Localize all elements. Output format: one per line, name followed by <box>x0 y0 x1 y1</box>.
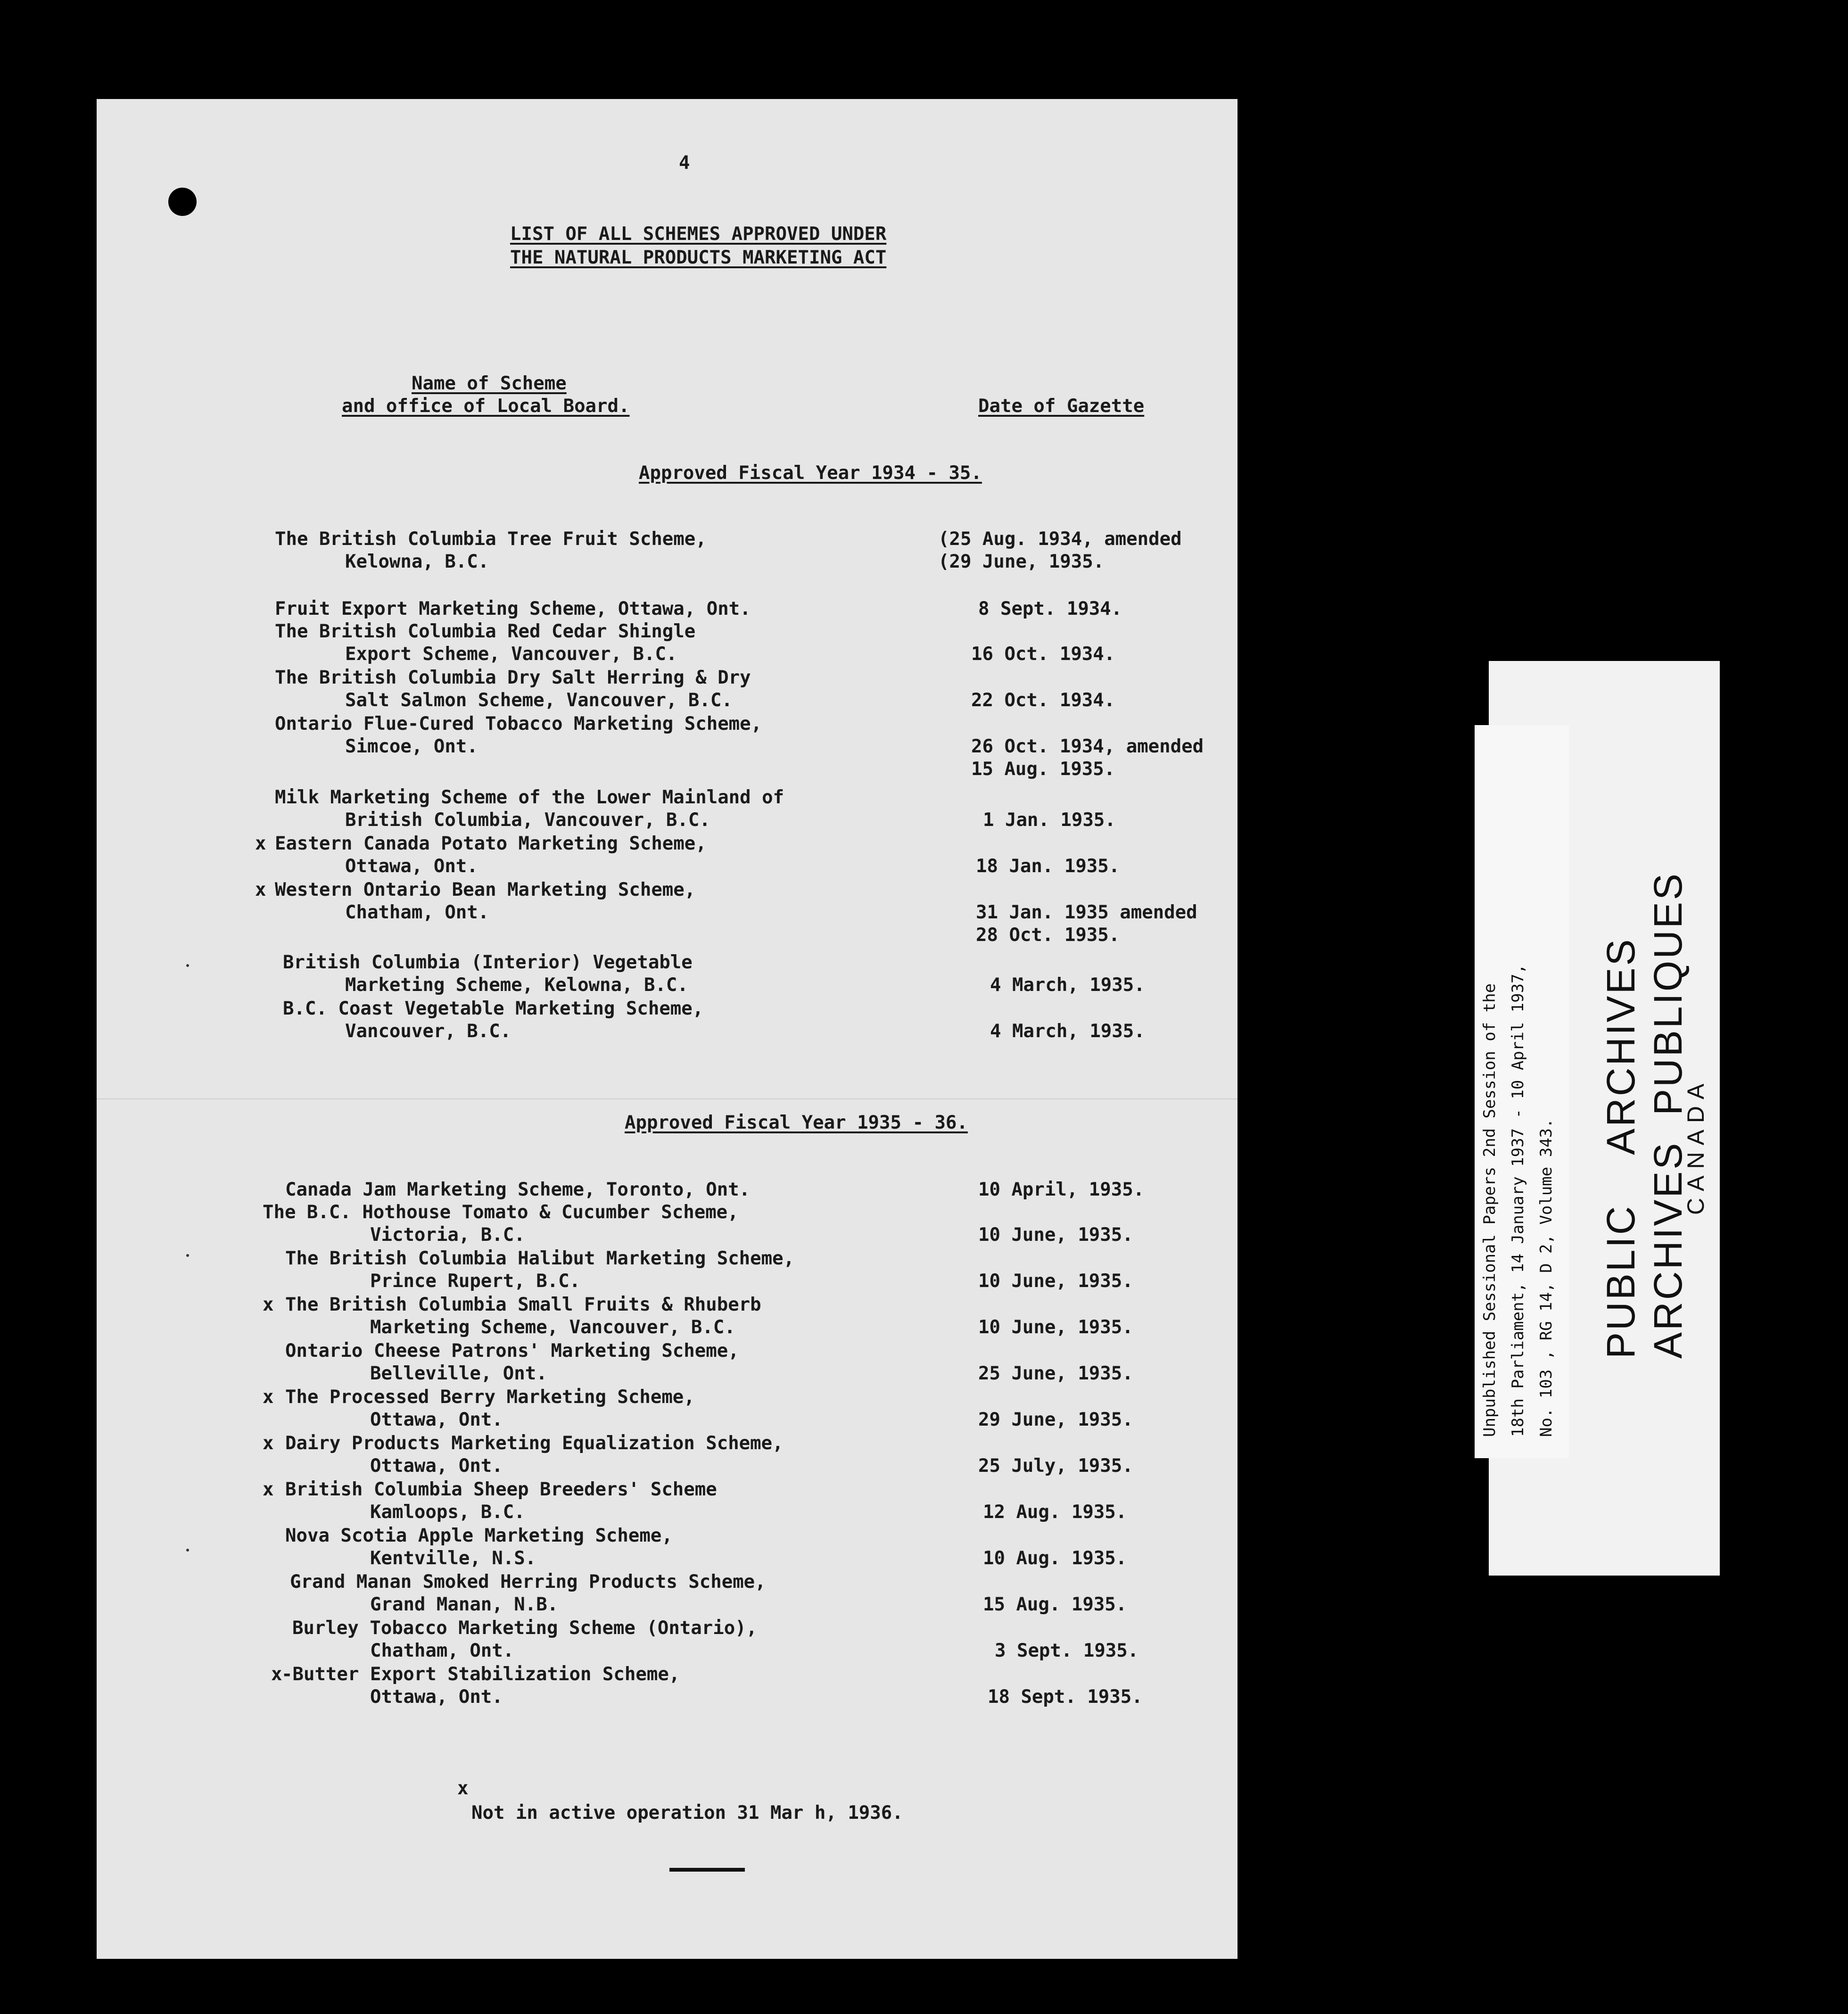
gazette-date: 10 April, 1935. <box>978 1179 1145 1200</box>
scheme-name: Ontario Flue-Cured Tobacco Marketing Scheme, <box>275 713 762 735</box>
fold-line <box>97 1098 1238 1099</box>
gazette-date: 4 March, 1935. <box>990 1021 1145 1042</box>
header-left-line-2: and office of Local Board. <box>342 396 630 417</box>
scheme-name: The British Columbia Red Cedar Shingle <box>275 621 696 642</box>
inactive-mark: x <box>271 1664 282 1685</box>
gazette-date: 22 Oct. 1934. <box>971 690 1115 711</box>
gazette-date: 18 Jan. 1935. <box>976 856 1120 877</box>
paper-speck <box>186 1254 189 1257</box>
header-right: Date of Gazette <box>978 396 1145 417</box>
inactive-mark: x <box>263 1387 274 1408</box>
gazette-date: 4 March, 1935. <box>990 974 1145 996</box>
gazette-date-amended: (29 June, 1935. <box>938 551 1105 572</box>
gazette-date: 10 June, 1935. <box>978 1271 1133 1292</box>
section-heading-1934-35: Approved Fiscal Year 1934 - 35. <box>639 462 982 484</box>
footnote-text: Not in active operation 31 Mar h, 1936. <box>471 1802 903 1824</box>
end-rule <box>669 1868 745 1872</box>
archive-note-line-1: Unpublished Sessional Papers 2nd Session of the <box>1480 983 1499 1437</box>
gazette-date: 16 Oct. 1934. <box>971 644 1115 665</box>
scheme-office: Chatham, Ont. <box>370 1640 514 1661</box>
scheme-name: British Columbia (Interior) Vegetable <box>283 952 693 973</box>
title-line-1: LIST OF ALL SCHEMES APPROVED UNDER <box>510 223 887 245</box>
scheme-office: Ottawa, Ont. <box>370 1409 503 1430</box>
gazette-date: 10 June, 1935. <box>978 1317 1133 1338</box>
gazette-date-amended: 28 Oct. 1935. <box>976 924 1120 946</box>
inactive-mark: x <box>263 1294 274 1315</box>
punch-hole <box>168 188 197 216</box>
scheme-office: Export Scheme, Vancouver, B.C. <box>345 644 677 665</box>
scheme-name: British Columbia Sheep Breeders' Scheme <box>285 1479 717 1500</box>
scheme-name: B.C. Coast Vegetable Marketing Scheme, <box>283 998 704 1019</box>
paper-speck <box>186 1549 189 1552</box>
inactive-mark: x <box>263 1433 274 1454</box>
scheme-name: Eastern Canada Potato Marketing Scheme, <box>275 833 707 854</box>
scheme-office: Kelowna, B.C. <box>345 551 489 572</box>
scheme-office: Ottawa, Ont. <box>370 1686 503 1708</box>
scheme-office: Vancouver, B.C. <box>345 1021 512 1042</box>
scheme-office: Prince Rupert, B.C. <box>370 1271 581 1292</box>
page-number: 4 <box>679 152 690 173</box>
inactive-mark: x <box>255 833 266 854</box>
gazette-date: (25 Aug. 1934, amended <box>938 528 1182 550</box>
archive-label-line-2: ARCHIVES PUBLIQUES <box>1646 872 1690 1359</box>
scheme-name: The British Columbia Tree Fruit Scheme, <box>275 528 707 550</box>
scheme-office: Marketing Scheme, Kelowna, B.C. <box>345 974 688 996</box>
scheme-office: Simcoe, Ont. <box>345 736 478 757</box>
inactive-mark: x <box>263 1479 274 1500</box>
inactive-mark: x <box>255 879 266 900</box>
archive-note-slip <box>1475 725 1569 1458</box>
document-page <box>97 99 1238 1959</box>
title-line-2: THE NATURAL PRODUCTS MARKETING ACT <box>510 247 887 268</box>
archive-note-line-3: No. 103 , RG 14, D 2, Volume 343. <box>1537 1118 1556 1437</box>
gazette-date: 12 Aug. 1935. <box>983 1502 1127 1523</box>
gazette-date: 18 Sept. 1935. <box>988 1686 1143 1708</box>
gazette-date: 29 June, 1935. <box>978 1409 1133 1430</box>
archive-label-line-3: CANADA <box>1683 1077 1709 1215</box>
scheme-office: Kentville, N.S. <box>370 1548 536 1569</box>
scheme-name: Dairy Products Marketing Equalization Scheme, <box>285 1433 784 1454</box>
scheme-name: The British Columbia Small Fruits & Rhuberb <box>285 1294 761 1315</box>
archive-label-line-1: PUBLIC ARCHIVES <box>1599 937 1643 1359</box>
gazette-date: 31 Jan. 1935 amended <box>976 902 1197 923</box>
header-left-line-1: Name of Scheme <box>412 373 567 394</box>
scheme-name: The B.C. Hothouse Tomato & Cucumber Scheme, <box>263 1202 739 1223</box>
gazette-date: 10 Aug. 1935. <box>983 1548 1127 1569</box>
scheme-office: Kamloops, B.C. <box>370 1502 525 1523</box>
scheme-name: Burley Tobacco Marketing Scheme (Ontario), <box>292 1618 758 1639</box>
scheme-office: Victoria, B.C. <box>370 1224 525 1246</box>
section-heading-1935-36: Approved Fiscal Year 1935 - 36. <box>625 1112 968 1133</box>
scheme-office: Belleville, Ont. <box>370 1363 547 1384</box>
scheme-name: Fruit Export Marketing Scheme, Ottawa, Ont. <box>275 598 751 619</box>
scheme-office: Salt Salmon Scheme, Vancouver, B.C. <box>345 690 733 711</box>
gazette-date: 1 Jan. 1935. <box>983 809 1116 831</box>
scheme-name: Canada Jam Marketing Scheme, Toronto, Ont. <box>285 1179 751 1200</box>
scheme-name: The British Columbia Dry Salt Herring & Dry <box>275 667 751 688</box>
scheme-name: Nova Scotia Apple Marketing Scheme, <box>285 1525 673 1546</box>
scheme-office: Grand Manan, N.B. <box>370 1594 559 1615</box>
scheme-office: Chatham, Ont. <box>345 902 489 923</box>
gazette-date: 10 June, 1935. <box>978 1224 1133 1246</box>
paper-speck <box>186 964 189 967</box>
gazette-date: 25 July, 1935. <box>978 1455 1133 1477</box>
gazette-date-amended: 15 Aug. 1935. <box>971 759 1115 780</box>
scheme-name: -Butter Export Stabilization Scheme, <box>281 1664 680 1685</box>
gazette-date: 3 Sept. 1935. <box>995 1640 1139 1661</box>
scheme-name: Western Ontario Bean Marketing Scheme, <box>275 879 696 900</box>
gazette-date: 25 June, 1935. <box>978 1363 1133 1384</box>
scheme-name: Milk Marketing Scheme of the Lower Mainland of <box>275 787 784 808</box>
scheme-name: Ontario Cheese Patrons' Marketing Scheme, <box>285 1340 739 1362</box>
archive-note-line-2: 18th Parliament, 14 January 1937 - 10 April 1937, <box>1509 964 1527 1437</box>
scheme-office: British Columbia, Vancouver, B.C. <box>345 809 710 831</box>
scheme-office: Ottawa, Ont. <box>345 856 478 877</box>
scheme-office: Ottawa, Ont. <box>370 1455 503 1477</box>
scheme-name: The Processed Berry Marketing Scheme, <box>285 1387 695 1408</box>
footnote-mark: x <box>457 1778 469 1799</box>
scheme-name: Grand Manan Smoked Herring Products Scheme, <box>290 1571 766 1593</box>
scheme-office: Marketing Scheme, Vancouver, B.C. <box>370 1317 735 1338</box>
gazette-date: 8 Sept. 1934. <box>978 598 1122 619</box>
scheme-name: The British Columbia Halibut Marketing Scheme, <box>285 1248 795 1269</box>
gazette-date: 15 Aug. 1935. <box>983 1594 1127 1615</box>
gazette-date: 26 Oct. 1934, amended <box>971 736 1204 757</box>
